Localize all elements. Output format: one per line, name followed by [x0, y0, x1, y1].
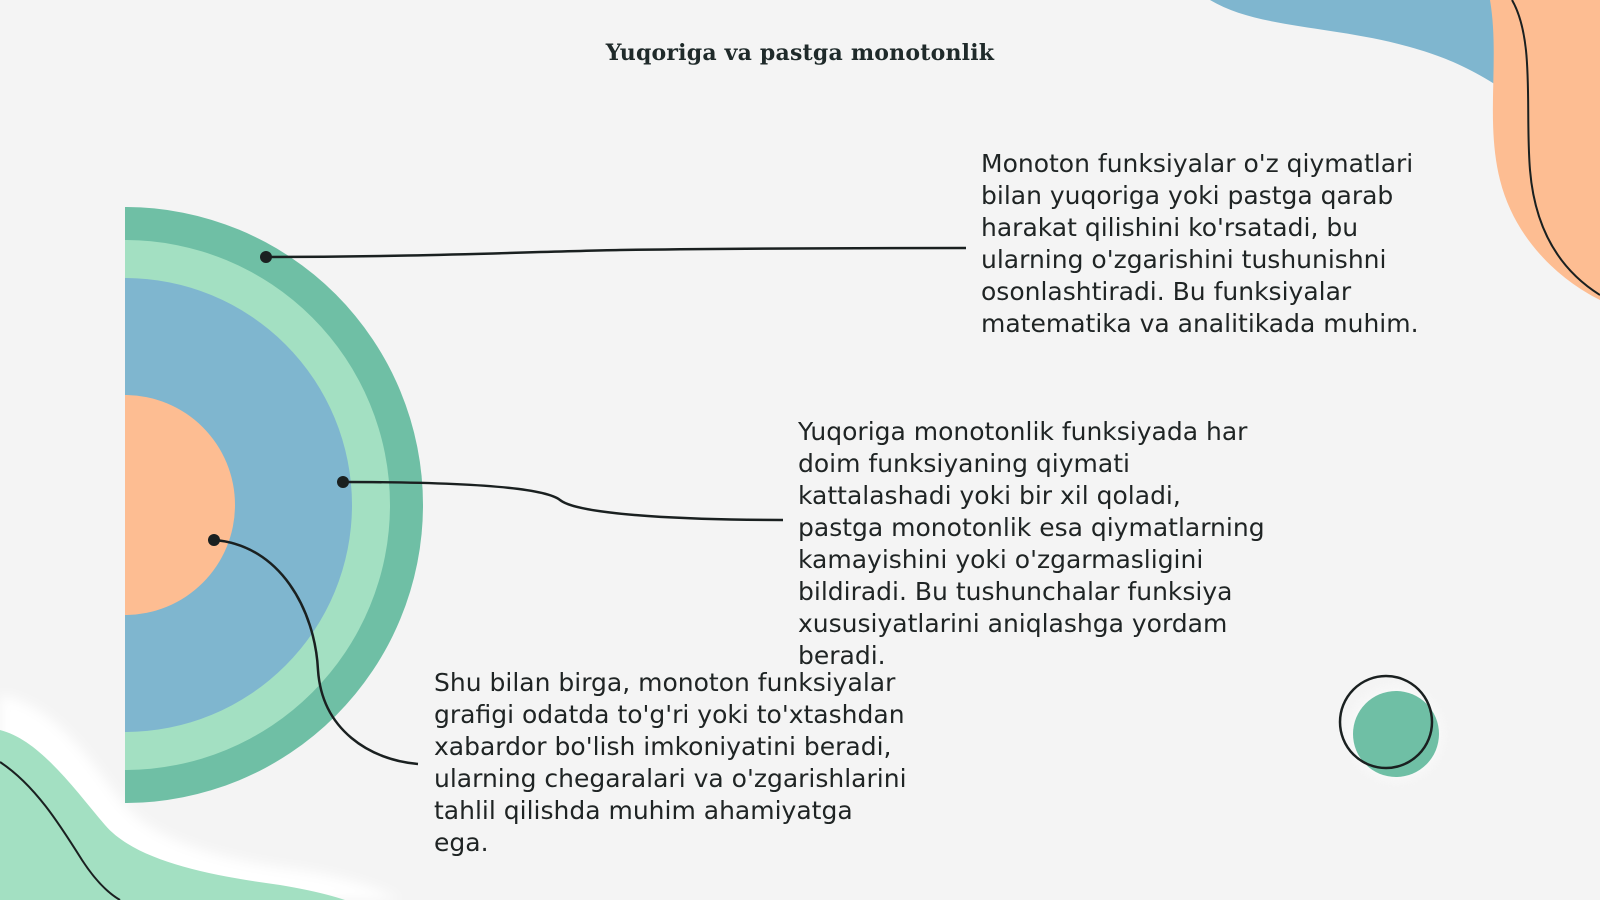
connector-line-1	[266, 248, 966, 257]
slide-title: Yuqoriga va pastga monotonlik	[605, 40, 995, 66]
callout-text-2: Yuqoriga monotonlik funksiyada har doim funksiyaning qiymati kattalashadi yoki bir xil qoladi, pastga monotonlik esa qiymatlarning kamayishini yoki o'zgarmasligini bildiradi. Bu tushunchalar funksiya xususiyatlarini aniqlashga yordam beradi.	[798, 417, 1265, 670]
callout-text-3: Shu bilan birga, monoton funksiyalar grafigi odatda to'g'ri yoki to'xtashdan xabardor bo'lish imkoniyatini beradi, ularning chegaralari va o'zgarishlarini tahlil qilishda muhim ahamiyatga ega.	[434, 668, 907, 857]
concentric-half-circles	[0, 207, 423, 803]
core-disc	[15, 395, 235, 615]
connector-dot-1	[260, 251, 272, 263]
callout-text-1: Monoton funksiyalar o'z qiymatlari bilan yuqoriga yoki pastga qarab harakat qilishini ko'rsatadi, bu ularning o'zgarishini tushunishni osonlashtiradi. Bu funksiyalar matematika va analitikada muhim.	[981, 149, 1419, 338]
connector-dot-3	[208, 534, 220, 546]
connector-dot-2	[337, 476, 349, 488]
